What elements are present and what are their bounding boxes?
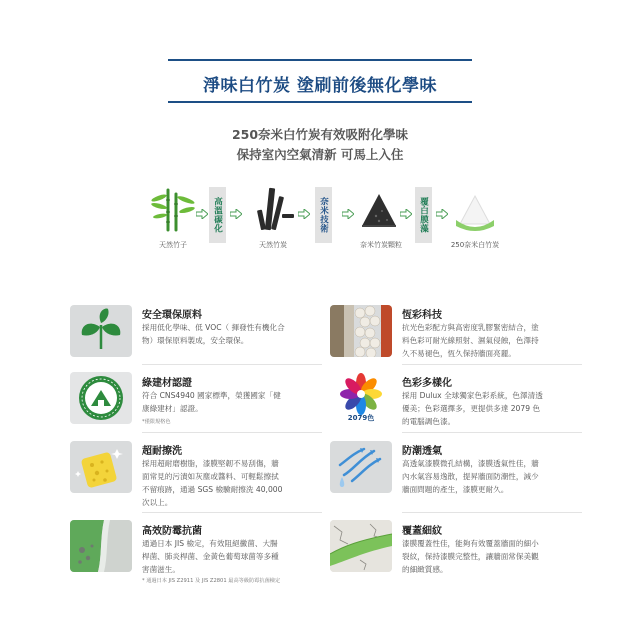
process-box-label: 奈米技術 [318,197,329,233]
subtitle-line-1: 250奈米白竹炭有效吸附化學味 [231,127,409,142]
arrow-right-icon [436,209,448,219]
white-charcoal-icon [452,186,498,232]
feature-footnote: *僅限規格色 [142,419,171,425]
color-wheel-icon [330,372,392,424]
feature-description: 採用超耐磨樹脂，漆膜堅韌不易刮傷，牆 面常見的污漬如灰塵或醬料、可輕鬆擦拭 不留痕跡，通過 SGS 檢驗耐擦洗 40,000 次以上。 [142,459,283,507]
arrow-right-icon [400,209,412,219]
charcoal-granules-icon [356,186,402,232]
step-label-bamboo: 天然竹子 [159,241,187,249]
divider [142,364,322,365]
arrow-right-icon [298,209,310,219]
process-box-nano [315,187,332,243]
feature-description: 通過日本 JIS 檢定，有效阻絕黴菌、大腸 桿菌、肺炎桿菌、金黃色葡萄球菌等多種 害菌滋生。 [142,539,279,574]
arrow-right-icon [196,209,208,219]
process-box-coating [415,187,432,243]
green-building-seal-icon [70,372,132,424]
feature-description: 採用低化學味、低 VOC（ 揮發性有機化合 物）環保原料製成，安全環保。 [142,323,285,345]
sponge-icon [70,441,132,493]
feature-description: 高透氣漆膜微孔結構，漆膜透氣性佳，牆 內水氣容易逸散，提昇牆面防潮性，減少 牆面問題的產生，漆膜更耐久。 [402,459,539,494]
subtitle-line-2: 保持室內空氣清新 可馬上入住 [236,147,404,162]
divider [142,512,322,513]
process-box-label: 覆白膜藻 [418,197,429,233]
breathable-moisture-icon [330,441,392,493]
process-box-carbonize [209,187,226,243]
feature-description: 採用 Dulux 全球獨家色彩系統，色澤清透 優美；色彩選擇多，更提供多達 2079 色 的電腦調色漆。 [402,391,543,426]
color-count-badge: 2079色 [347,414,375,422]
feature-title: 防潮透氣 [402,446,442,457]
divider [402,512,582,513]
arrow-right-icon [342,209,354,219]
page-title: 淨味白竹炭 塗刷前後無化學味 [203,76,437,96]
feature-title: 色彩多樣化 [402,378,452,389]
feature-title: 覆蓋細紋 [402,526,442,537]
texture-layers-icon [330,305,392,357]
title-top-rule [168,59,472,61]
feature-title: 高效防霉抗菌 [142,526,202,537]
divider [402,432,582,433]
feature-description: 符合 CNS4940 國家標準，榮獲國家「健 康綠建材」認證。 [142,391,281,413]
title-bottom-rule [168,101,472,103]
feature-title: 恆彩科技 [402,310,442,321]
leaf-icon [70,305,132,357]
arrow-right-icon [230,209,242,219]
feature-footnote: * 通過日本 JIS Z2911 及 JIS Z2801 最高等級防霉抗菌檢定 [142,578,281,584]
antimold-wall-icon [70,520,132,572]
bamboo-plant-icon [150,186,196,232]
bamboo-charcoal-icon [250,186,296,232]
step-label-granules: 奈米竹炭顆粒 [360,241,402,249]
divider [142,432,322,433]
crack-cover-icon [330,520,392,572]
feature-description: 漆膜覆蓋性佳，能夠有效覆蓋牆面的細小 裂紋，保持漆膜完整性，讓牆面常保美觀 的細緻質感。 [402,539,539,574]
process-box-label: 高溫碳化 [212,197,223,233]
feature-title: 超耐擦洗 [142,446,182,457]
feature-title: 安全環保原料 [142,310,202,321]
feature-description: 抗光色彩配方與高密度乳膠緊密結合，塗 料色彩可耐光線照射、濕氣侵蝕，色澤持 久不易褪色，恆久保持牆面亮麗。 [402,323,539,358]
step-label-charcoal: 天然竹炭 [259,241,287,249]
feature-title: 綠建材認證 [142,378,192,389]
divider [402,364,582,365]
step-label-white-charcoal: 250奈米白竹炭 [450,241,500,249]
